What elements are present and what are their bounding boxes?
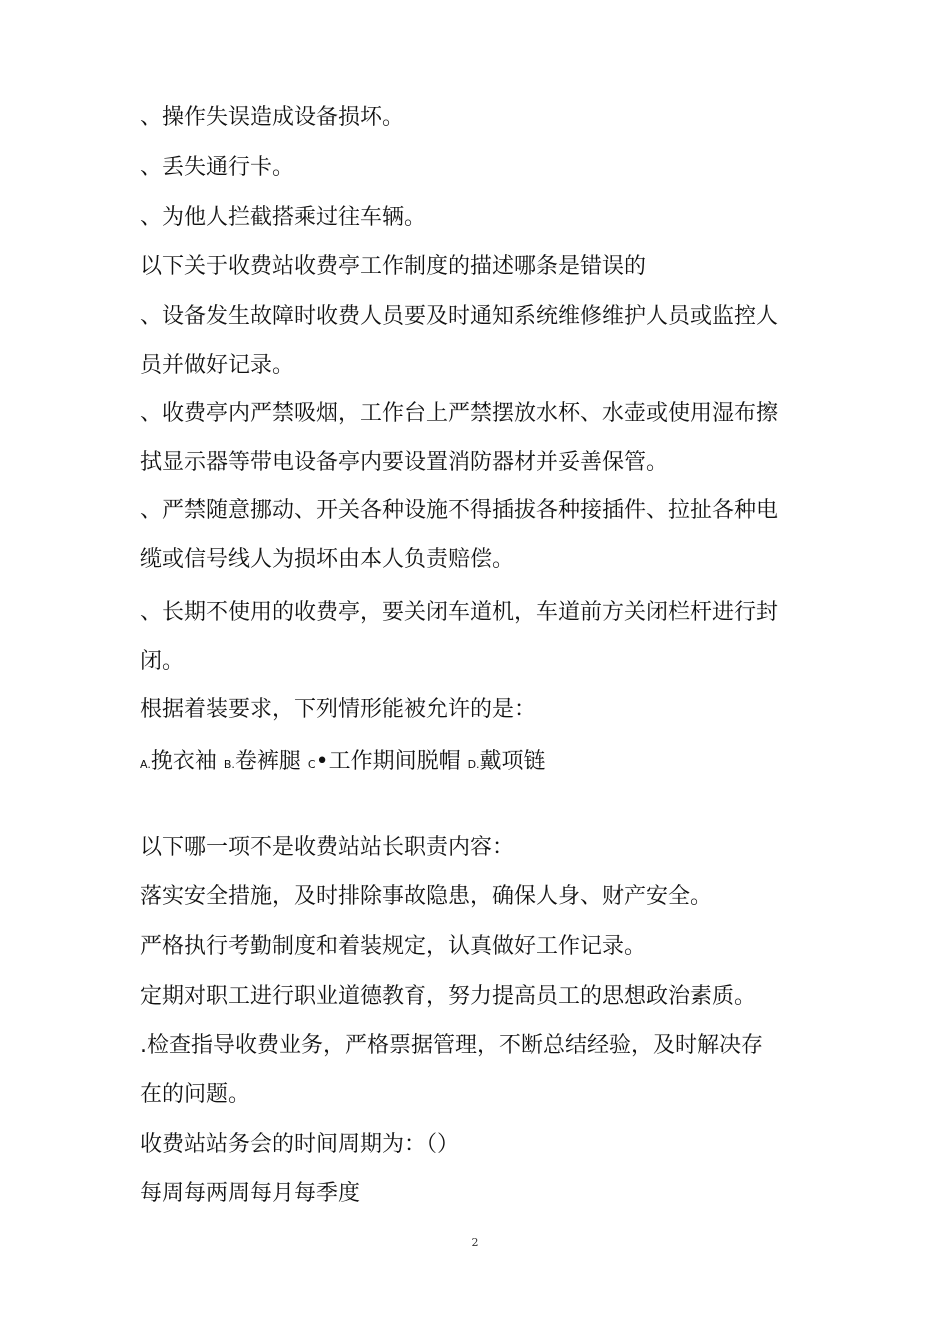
text-line: 、严禁随意挪动、开关各种设施不得插拔各种接插件、拉扯各种电 [140, 498, 779, 523]
option-letter: A. [140, 758, 151, 771]
text-line: 每周每两周每月每季度 [140, 1181, 361, 1206]
text-line: 闭。 [140, 649, 185, 674]
text-line: 、丢失通行卡。 [140, 155, 295, 180]
text-line: 落实安全措施，及时排除事故隐患，确保人身、财产安全。 [140, 884, 713, 909]
text-line: 员并做好记录。 [140, 353, 295, 378]
text-line: 、操作失误造成设备损坏。 [140, 105, 405, 130]
text-line: 严格执行考勤制度和着装规定，认真做好工作记录。 [140, 934, 647, 959]
option-text: 卷裤腿 [234, 749, 301, 774]
text-line: 、设备发生故障时收费人员要及时通知系统维修维护人员或监控人 [140, 304, 779, 329]
page-number: 2 [471, 1236, 479, 1249]
text-line: 定期对职工进行职业道德教育，努力提高员工的思想政治素质。 [140, 984, 757, 1009]
question-line: 以下哪一项不是收费站站长职责内容： [140, 835, 515, 860]
option-text: 戴项链 [479, 749, 546, 774]
text-line: 拭显示器等带电设备亭内要设置消防器材并妥善保管。 [140, 450, 669, 475]
text-line: 、长期不使用的收费亭，要关闭车道机，车道前方关闭栏杆进行封 [140, 600, 779, 625]
text-line: .检查指导收费业务，严格票据管理，不断总结经验，及时解决存 [140, 1033, 763, 1058]
option-letter: B. [223, 758, 235, 771]
text-line: 、为他人拦截搭乘过往车辆。 [140, 205, 427, 230]
option-text: 挽衣袖 [150, 749, 217, 774]
option-text: •工作期间脱帽 [315, 749, 461, 774]
text-line: 、收费亭内严禁吸烟，工作台上严禁摆放水杯、水壶或使用湿布擦 [140, 401, 779, 426]
question-line: 收费站站务会的时间周期为：（） [140, 1132, 460, 1157]
question-line: 以下关于收费站收费亭工作制度的描述哪条是错误的 [140, 254, 647, 279]
option-letter: D. [467, 758, 480, 771]
option-letter: C [307, 758, 316, 771]
question-line: 根据着装要求，下列情形能被允许的是： [140, 697, 537, 722]
options-line [140, 747, 820, 780]
text-line: 在的问题。 [140, 1082, 251, 1107]
text-line: 缆或信号线人为损坏由本人负责赔偿。 [140, 547, 515, 572]
